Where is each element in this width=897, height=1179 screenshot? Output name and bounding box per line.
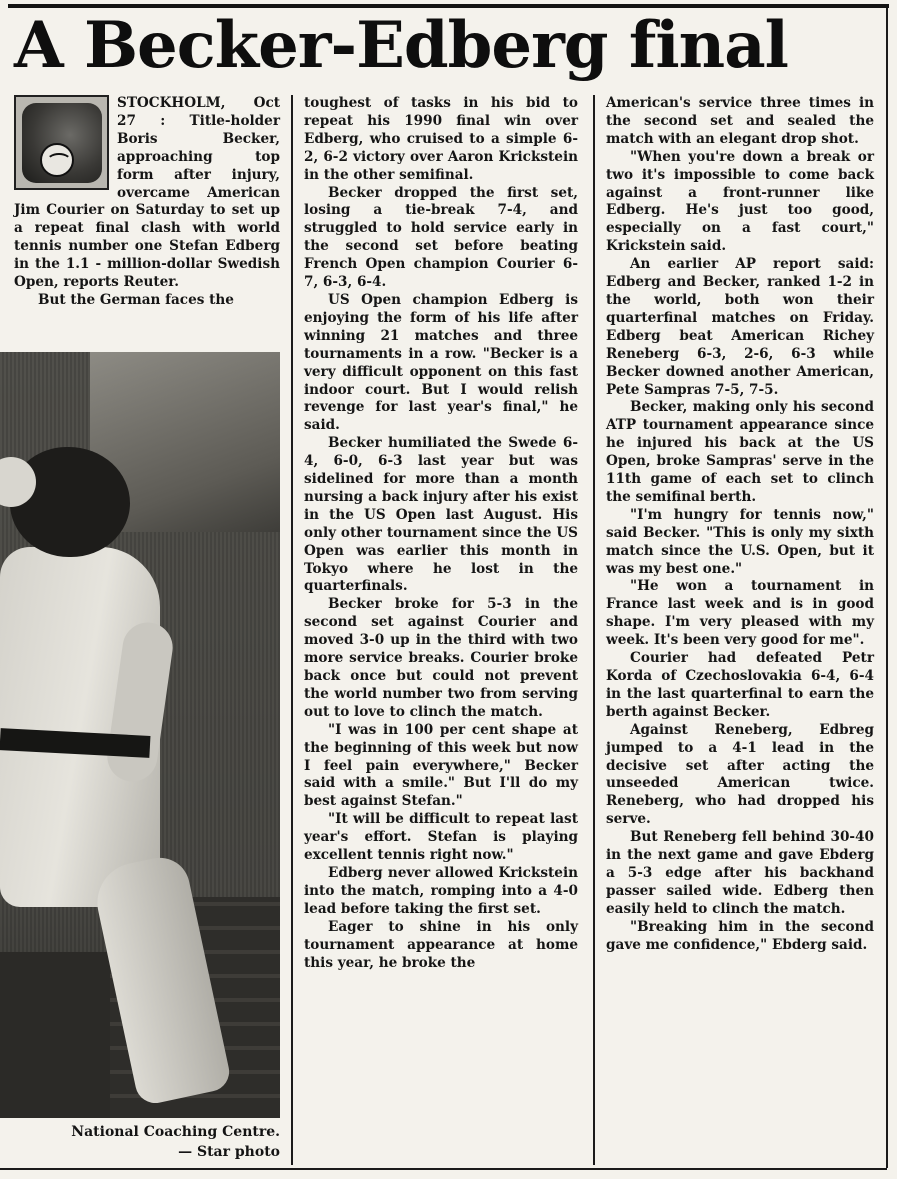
paragraph: toughest of tasks in his bid to repeat his 1990 final win over Edberg, who cruised to a simple 6-2, 6-2 victory over Aaron Krickstein in the other semifinal. <box>304 95 578 183</box>
paragraph: "When you're down a break or two it's impossible to come back against a front-runner like Edberg. He's just too good, especially on a fast court," Krickstein said. <box>606 148 874 255</box>
column-rule-1 <box>291 95 293 1165</box>
paragraph: Becker broke for 5-3 in the second set against Courier and moved 3-0 up in the third with two more service breaks. Courier broke back once but could not prevent the world number two from serving out to love to clinch the match. <box>304 596 578 720</box>
paragraph: "I'm hungry for tennis now," said Becker. "This is only my sixth match since the U.S. Open, but it was my best one." <box>606 506 874 577</box>
paragraph: But Reneberg fell behind 30-40 in the next game and gave Ebderg a 5-3 edge after his backhand passer sailed wide. Edberg then easily held to clinch the match. <box>606 829 874 917</box>
paragraph: An earlier AP report said: Edberg and Becker, ranked 1-2 in the world, both won their quarterfinal matches on Friday. Edberg beat American Richey Reneberg 6-3, 2-6, 6-3 while Becker downed another American, Pete Sampras 7-5, 7-5. <box>606 256 874 398</box>
paragraph: Becker dropped the first set, losing a tie-break 7-4, and struggled to hold service early in the second set before beating French Open champion Courier 6-7, 6-3, 6-4. <box>304 184 578 291</box>
headline: A Becker-Edberg final <box>14 8 788 83</box>
paragraph: Courier had defeated Petr Korda of Czechoslovakia 6-4, 6-4 in the last quarterfinal to earn the berth against Becker. <box>606 650 874 720</box>
tennis-logo-icon <box>14 95 109 190</box>
paragraph: US Open champion Edberg is enjoying the form of his life after winning 21 matches and three tournaments in a row. "Becker is a very difficult opponent on this fast indoor court. But I would relish revenge for last year's final," he said. <box>304 291 578 434</box>
paragraph: American's service three times in the second set and sealed the match with an elegant drop shot. <box>606 95 874 147</box>
column-1 <box>14 95 280 310</box>
paragraph: "Breaking him in the second gave me confidence," Ebderg said. <box>606 918 874 953</box>
news-photo <box>0 352 280 1118</box>
paragraph: "I was in 100 per cent shape at the beginning of this week but now I feel pain everywhere," Becker said with a smile." But I'll do my best against Stefan." <box>304 721 578 810</box>
paragraph: "It will be difficult to repeat last year's effort. Stefan is playing excellent tennis right now." <box>304 811 578 864</box>
column-rule-2 <box>593 95 595 1165</box>
paragraph: But the German faces the <box>38 291 234 308</box>
paragraph: Edberg never allowed Krickstein into the match, romping into a 4-0 lead before taking the first set. <box>304 864 578 917</box>
paragraph: Eager to shine in his only tournament appearance at home this year, he broke the <box>304 918 578 971</box>
column-3 <box>606 95 874 955</box>
paragraph: Becker, making only his second ATP tournament appearance since he injured his back at the US Open, broke Sampras' serve in the 11th game of each set to clinch the semifinal berth. <box>606 399 874 505</box>
right-border-rule <box>886 8 888 1168</box>
photo-credit: — Star photo <box>178 1144 280 1160</box>
paragraph: Against Reneberg, Edbreg jumped to a 4-1 lead in the decisive set after acting the unseeded American twice. Reneberg, who had dropped his serve. <box>606 721 874 828</box>
bottom-rule <box>0 1168 887 1170</box>
photo-caption: National Coaching Centre. <box>71 1124 280 1140</box>
paragraph: Becker humiliated the Swede 6-4, 6-0, 6-3 last year but was sidelined for more than a month nursing a back injury after his exist in the US Open last August. His only other tournament since the US Open was earlier this month in Tokyo where he lost in the quarterfinals. <box>304 435 578 595</box>
column-2 <box>304 95 578 972</box>
dateline-paragraph: STOCKHOLM, Oct 27 : Title-holder Boris Becker, approaching top form after injury, overcame American Jim Courier on Saturday to set up a repeat final clash with world tennis number one Stefan Edberg in the 1.1 - million-dollar Swedish Open, reports Reuter. <box>14 95 280 291</box>
paragraph: "He won a tournament in France last week and is in good shape. I'm very pleased with my week. It's been very good for me". <box>606 578 874 649</box>
